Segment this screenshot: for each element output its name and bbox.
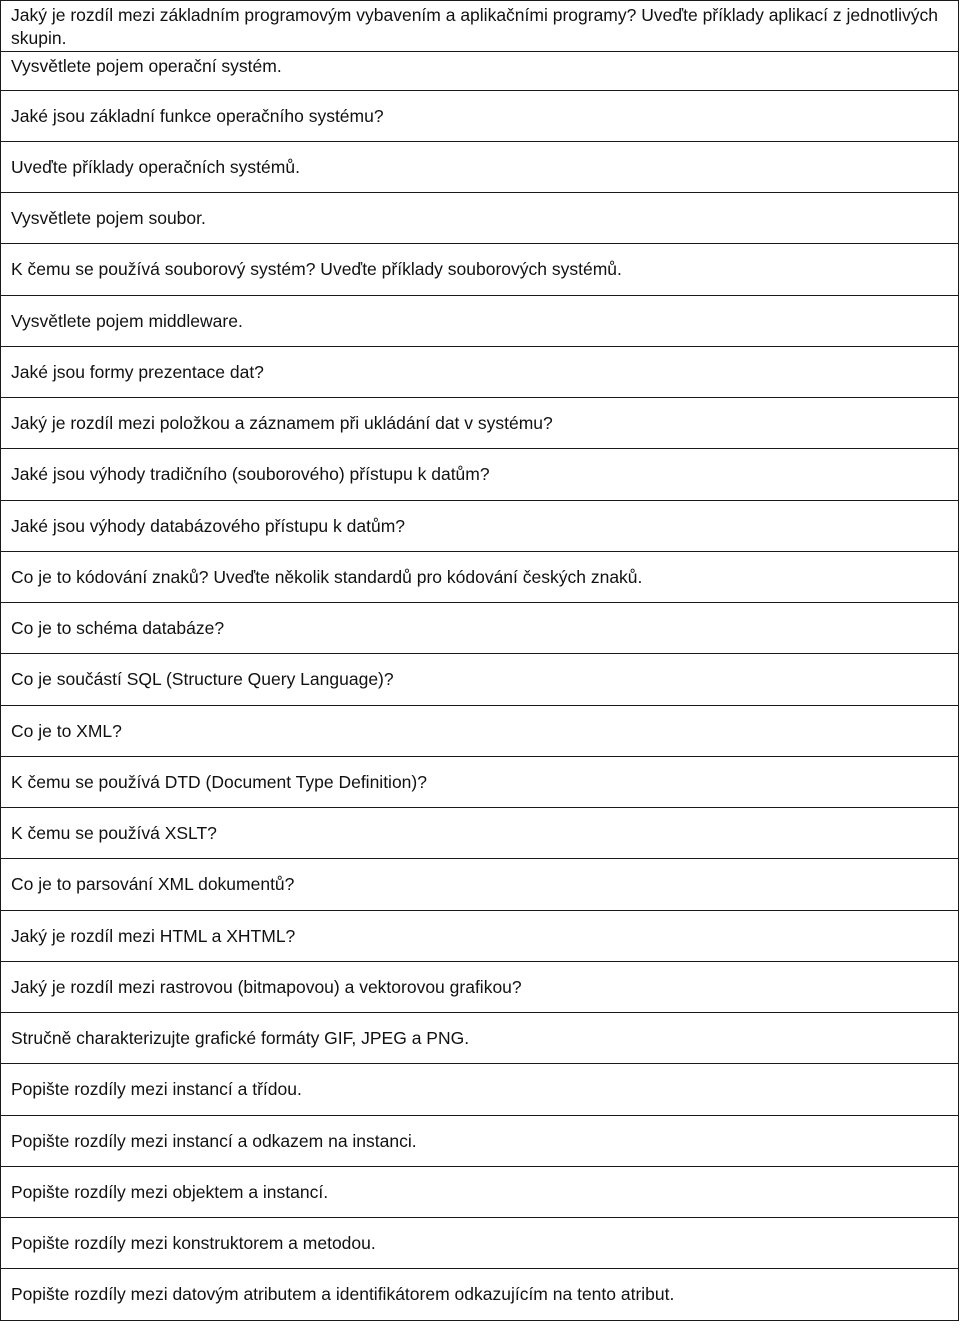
question-cell: Vysvětlete pojem soubor.: [1, 193, 959, 244]
table-row: [1, 347, 959, 398]
table-row: [1, 398, 959, 449]
table-row: [1, 244, 959, 296]
question-cell: K čemu se používá XSLT?: [1, 808, 959, 859]
question-cell: Co je to XML?: [1, 706, 959, 757]
table-row: [1, 193, 959, 244]
question-cell: Vysvětlete pojem operační systém.: [1, 52, 959, 91]
table-row: [1, 1, 959, 52]
table-row: [1, 911, 959, 962]
question-cell: Vysvětlete pojem middleware.: [1, 296, 959, 347]
table-row: [1, 1269, 959, 1321]
table-row: [1, 757, 959, 808]
table-row: [1, 859, 959, 911]
question-cell: K čemu se používá DTD (Document Type Definition)?: [1, 757, 959, 808]
question-cell: Co je to parsování XML dokumentů?: [1, 859, 959, 911]
question-cell: Popište rozdíly mezi konstruktorem a metodou.: [1, 1218, 959, 1269]
question-cell: Popište rozdíly mezi instancí a odkazem na instanci.: [1, 1116, 959, 1167]
question-cell: Jaký je rozdíl mezi HTML a XHTML?: [1, 911, 959, 962]
question-cell: Popište rozdíly mezi instancí a třídou.: [1, 1064, 959, 1116]
question-cell: Uveďte příklady operačních systémů.: [1, 142, 959, 193]
table-row: [1, 808, 959, 859]
question-cell: K čemu se používá souborový systém? Uveďte příklady souborových systémů.: [1, 244, 959, 296]
table-row: [1, 603, 959, 654]
table-row: [1, 449, 959, 501]
question-cell: Jaký je rozdíl mezi položkou a záznamem při ukládání dat v systému?: [1, 398, 959, 449]
table-row: [1, 654, 959, 706]
table-row: [1, 1218, 959, 1269]
table-row: [1, 962, 959, 1013]
question-cell: Jaké jsou formy prezentace dat?: [1, 347, 959, 398]
table-row: [1, 552, 959, 603]
question-cell: Jaký je rozdíl mezi základním programovým vybavením a aplikačními programy? Uveďte příklady aplikací z jednotlivých skupin.: [1, 1, 959, 52]
table-row: [1, 296, 959, 347]
question-cell: Co je to schéma databáze?: [1, 603, 959, 654]
question-cell: Jaký je rozdíl mezi rastrovou (bitmapovou) a vektorovou grafikou?: [1, 962, 959, 1013]
table-row: [1, 1116, 959, 1167]
question-cell: Jaké jsou výhody tradičního (souborového) přístupu k datům?: [1, 449, 959, 501]
question-cell: Stručně charakterizujte grafické formáty GIF, JPEG a PNG.: [1, 1013, 959, 1064]
table-row: [1, 1064, 959, 1116]
table-row: [1, 1167, 959, 1218]
question-cell: Co je to kódování znaků? Uveďte několik standardů pro kódování českých znaků.: [1, 552, 959, 603]
question-cell: Jaké jsou výhody databázového přístupu k datům?: [1, 501, 959, 552]
table-row: [1, 52, 959, 91]
question-cell: Jaké jsou základní funkce operačního systému?: [1, 91, 959, 142]
table-row: [1, 142, 959, 193]
table-row: [1, 706, 959, 757]
question-cell: Popište rozdíly mezi objektem a instancí.: [1, 1167, 959, 1218]
table-row: [1, 1013, 959, 1064]
question-cell: Co je součástí SQL (Structure Query Language)?: [1, 654, 959, 706]
question-cell: Popište rozdíly mezi datovým atributem a identifikátorem odkazujícím na tento atribut.: [1, 1269, 959, 1321]
table-row: [1, 91, 959, 142]
table-row: [1, 501, 959, 552]
